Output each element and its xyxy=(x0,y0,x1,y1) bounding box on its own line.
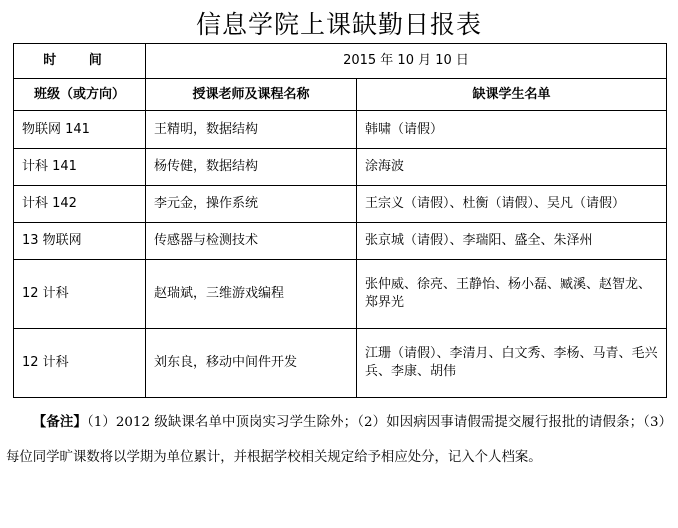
time-label: 时 间 xyxy=(14,44,146,79)
attendance-table xyxy=(13,43,667,398)
table-row xyxy=(14,329,667,398)
remarks-label: 【备注】 xyxy=(32,414,87,430)
table-row xyxy=(14,149,667,186)
table-row xyxy=(14,186,667,223)
class-cell: 计科 141 xyxy=(14,149,146,186)
class-cell: 计科 142 xyxy=(14,186,146,223)
table-row xyxy=(14,260,667,329)
teacher-course-cell: 李元金，操作系统 xyxy=(146,186,357,223)
teacher-course-cell: 杨传健，数据结构 xyxy=(146,149,357,186)
teacher-course-cell: 传感器与检测技术 xyxy=(146,223,357,260)
time-row xyxy=(14,44,667,79)
absent-students-cell: 江珊（请假）、李清月、白文秀、李杨、马青、毛兴兵、李康、胡伟 xyxy=(357,329,667,398)
class-cell: 13 物联网 xyxy=(14,223,146,260)
absent-students-cell: 涂海波 xyxy=(357,149,667,186)
remarks-text: （1）2012 级缺课名单中顶岗实习学生除外；（2）如因病因事请假需提交履行报批的请假条；（3）每位同学旷课数将以学期为单位累计，并根据学校相关规定给予相应处分，记入个人档案。 xyxy=(6,415,672,465)
teacher-course-cell: 赵瑞斌，三维游戏编程 xyxy=(146,260,357,329)
class-cell: 12 计科 xyxy=(14,329,146,398)
absent-students-cell: 王宗义（请假）、杜衡（请假）、吴凡（请假） xyxy=(357,186,667,223)
class-cell: 物联网 141 xyxy=(14,111,146,149)
column-header-teacher-course: 授课老师及课程名称 xyxy=(146,79,357,111)
absent-students-cell: 张京城（请假）、李瑞阳、盛全、朱泽州 xyxy=(357,223,667,260)
table-row xyxy=(14,111,667,149)
class-cell: 12 计科 xyxy=(14,260,146,329)
teacher-course-cell: 王精明，数据结构 xyxy=(146,111,357,149)
absent-students-cell: 张仲威、徐亮、王静怡、杨小磊、臧溪、赵智龙、郑界光 xyxy=(357,260,667,329)
absent-students-cell: 韩啸（请假） xyxy=(357,111,667,149)
remarks-paragraph xyxy=(6,405,672,475)
column-header-class: 班级（或方向） xyxy=(14,79,146,111)
page-title: 信息学院上课缺勤日报表 xyxy=(195,10,482,39)
column-header-absent-students: 缺课学生名单 xyxy=(357,79,667,111)
teacher-course-cell: 刘东良，移动中间件开发 xyxy=(146,329,357,398)
table-row xyxy=(14,223,667,260)
header-row xyxy=(14,79,667,111)
date-value: 2015 年 10 月 10 日 xyxy=(146,44,667,79)
